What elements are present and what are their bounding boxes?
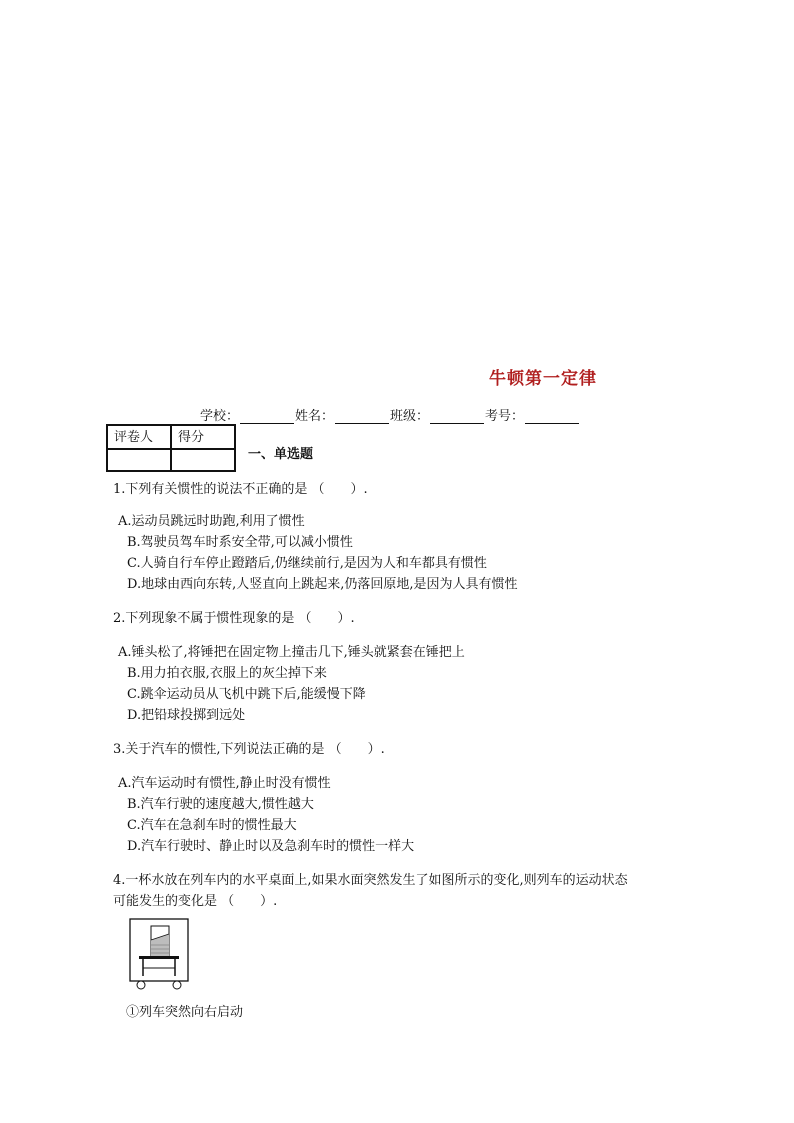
question-2-option-a[interactable]: A.锤头松了,将锤把在固定物上撞击几下,锤头就紧套在锤把上 [118, 645, 465, 660]
school-label: 学校： [200, 409, 240, 424]
question-2-option-c[interactable]: C.跳伞运动员从飞机中跳下后,能缓慢下降 [127, 687, 366, 702]
name-label: 姓名： [295, 409, 335, 424]
question-3-stem: 3.关于汽车的惯性,下列说法正确的是 （ ）. [113, 742, 385, 757]
score-header: 得分 [171, 425, 235, 449]
grader-cell[interactable] [107, 449, 171, 471]
student-info-line [200, 405, 580, 424]
question-2-option-b[interactable]: B.用力拍衣服,衣服上的灰尘掉下来 [127, 666, 327, 681]
question-1-option-a[interactable]: A.运动员跳远时助跑,利用了惯性 [118, 514, 305, 529]
question-4-caption: ①列车突然向右启动 [126, 1005, 244, 1020]
name-blank[interactable] [335, 411, 389, 424]
question-3-option-a[interactable]: A.汽车运动时有惯性,静止时没有惯性 [118, 776, 331, 791]
question-3-option-b[interactable]: B.汽车行驶的速度越大,惯性越大 [127, 797, 314, 812]
question-1-option-b[interactable]: B.驾驶员驾车时系安全带,可以减小惯性 [127, 535, 353, 550]
number-label: 考号： [485, 409, 525, 424]
question-3-option-d[interactable]: D.汽车行驶时、静止时以及急刹车时的惯性一样大 [127, 839, 415, 854]
question-4-stem-line2: 可能发生的变化是 （ ）. [113, 894, 278, 909]
grader-header: 评卷人 [107, 425, 171, 449]
question-1-option-c[interactable]: C.人骑自行车停止蹬踏后,仍继续前行,是因为人和车都具有惯性 [127, 556, 487, 571]
class-blank[interactable] [430, 411, 484, 424]
question-3-option-c[interactable]: C.汽车在急刹车时的惯性最大 [127, 818, 297, 833]
train-water-cup-diagram [129, 918, 189, 990]
page-title: 牛顿第一定律 [489, 369, 597, 389]
question-4-stem-line1: 4.一杯水放在列车内的水平桌面上,如果水面突然发生了如图所示的变化,则列车的运动状态 [113, 873, 628, 888]
question-2-stem: 2.下列现象不属于惯性现象的是 （ ）. [113, 611, 355, 626]
school-blank[interactable] [240, 411, 294, 424]
question-1-option-d[interactable]: D.地球由西向东转,人竖直向上跳起来,仍落回原地,是因为人具有惯性 [127, 577, 518, 592]
question-1-stem: 1.下列有关惯性的说法不正确的是 （ ）. [113, 482, 368, 497]
score-cell[interactable] [171, 449, 235, 471]
class-label: 班级： [390, 409, 430, 424]
grading-table [106, 424, 236, 472]
section-heading: 一、单选题 [248, 447, 314, 462]
number-blank[interactable] [525, 411, 579, 424]
question-2-option-d[interactable]: D.把铅球投掷到远处 [127, 708, 246, 723]
